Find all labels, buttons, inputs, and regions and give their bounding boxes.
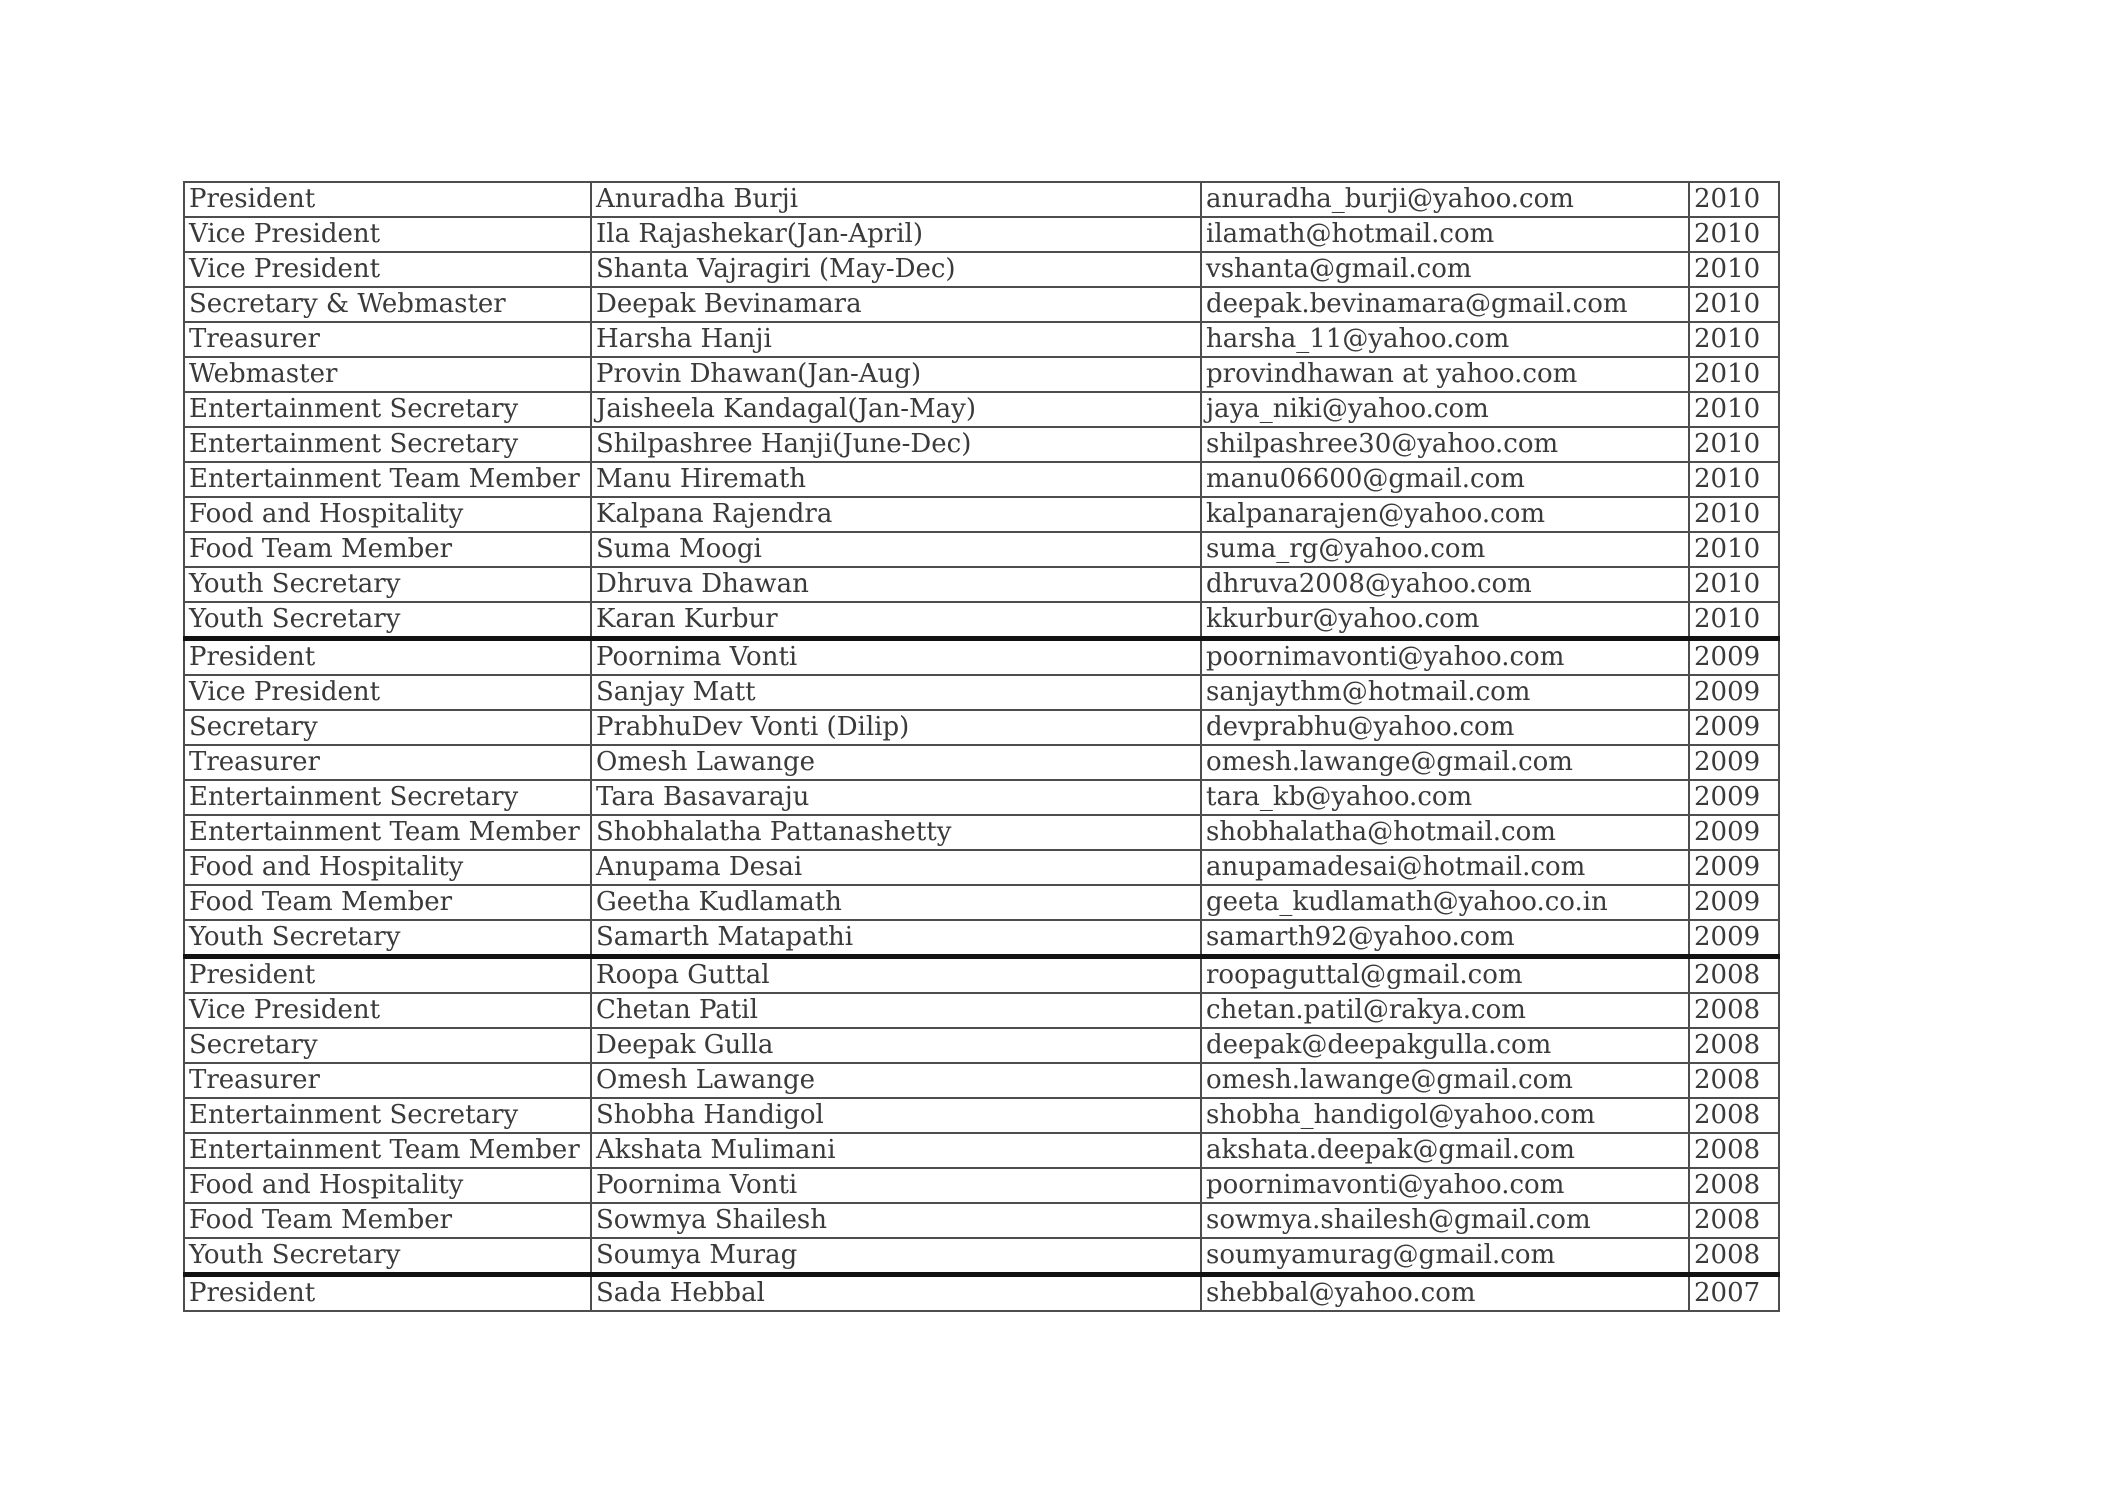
role-cell: President <box>184 1275 591 1312</box>
officers-table-container <box>183 181 1780 1312</box>
table-row <box>184 602 1779 639</box>
table-row <box>184 920 1779 957</box>
email-cell: jaya_niki@yahoo.com <box>1201 392 1689 427</box>
email-cell: akshata.deepak@gmail.com <box>1201 1133 1689 1168</box>
role-cell: Entertainment Secretary <box>184 392 591 427</box>
email-cell: anuradha_burji@yahoo.com <box>1201 182 1689 217</box>
year-cell: 2008 <box>1689 1028 1779 1063</box>
role-cell: Secretary & Webmaster <box>184 287 591 322</box>
name-cell: Shobhalatha Pattanashetty <box>591 815 1201 850</box>
role-cell: Vice President <box>184 217 591 252</box>
year-cell: 2010 <box>1689 602 1779 639</box>
role-cell: Entertainment Team Member <box>184 815 591 850</box>
email-cell: kkurbur@yahoo.com <box>1201 602 1689 639</box>
name-cell: Roopa Guttal <box>591 957 1201 994</box>
email-cell: vshanta@gmail.com <box>1201 252 1689 287</box>
name-cell: Harsha Hanji <box>591 322 1201 357</box>
year-cell: 2008 <box>1689 1098 1779 1133</box>
table-row <box>184 1098 1779 1133</box>
table-row <box>184 710 1779 745</box>
role-cell: Treasurer <box>184 322 591 357</box>
role-cell: Treasurer <box>184 745 591 780</box>
table-row <box>184 392 1779 427</box>
year-cell: 2010 <box>1689 287 1779 322</box>
email-cell: harsha_11@yahoo.com <box>1201 322 1689 357</box>
table-row <box>184 427 1779 462</box>
year-cell: 2009 <box>1689 639 1779 676</box>
name-cell: Dhruva Dhawan <box>591 567 1201 602</box>
table-row <box>184 357 1779 392</box>
year-cell: 2010 <box>1689 462 1779 497</box>
year-cell: 2009 <box>1689 780 1779 815</box>
name-cell: Sada Hebbal <box>591 1275 1201 1312</box>
table-row <box>184 745 1779 780</box>
email-cell: soumyamurag@gmail.com <box>1201 1238 1689 1275</box>
role-cell: Vice President <box>184 993 591 1028</box>
year-cell: 2009 <box>1689 920 1779 957</box>
year-cell: 2010 <box>1689 532 1779 567</box>
table-row <box>184 885 1779 920</box>
table-row <box>184 675 1779 710</box>
email-cell: devprabhu@yahoo.com <box>1201 710 1689 745</box>
email-cell: sowmya.shailesh@gmail.com <box>1201 1203 1689 1238</box>
role-cell: President <box>184 957 591 994</box>
role-cell: Youth Secretary <box>184 920 591 957</box>
email-cell: kalpanarajen@yahoo.com <box>1201 497 1689 532</box>
email-cell: roopaguttal@gmail.com <box>1201 957 1689 994</box>
year-cell: 2008 <box>1689 1238 1779 1275</box>
table-row <box>184 322 1779 357</box>
year-cell: 2009 <box>1689 710 1779 745</box>
name-cell: Provin Dhawan(Jan-Aug) <box>591 357 1201 392</box>
table-row <box>184 780 1779 815</box>
role-cell: Food and Hospitality <box>184 1168 591 1203</box>
email-cell: shilpashree30@yahoo.com <box>1201 427 1689 462</box>
year-cell: 2008 <box>1689 1063 1779 1098</box>
name-cell: Deepak Bevinamara <box>591 287 1201 322</box>
year-cell: 2008 <box>1689 1203 1779 1238</box>
name-cell: Omesh Lawange <box>591 1063 1201 1098</box>
role-cell: Entertainment Secretary <box>184 780 591 815</box>
table-row <box>184 217 1779 252</box>
role-cell: Entertainment Team Member <box>184 462 591 497</box>
name-cell: Manu Hiremath <box>591 462 1201 497</box>
table-row <box>184 639 1779 676</box>
table-row <box>184 532 1779 567</box>
year-cell: 2010 <box>1689 357 1779 392</box>
name-cell: Shanta Vajragiri (May-Dec) <box>591 252 1201 287</box>
role-cell: Entertainment Secretary <box>184 427 591 462</box>
table-row <box>184 1133 1779 1168</box>
name-cell: Shilpashree Hanji(June-Dec) <box>591 427 1201 462</box>
year-cell: 2010 <box>1689 252 1779 287</box>
email-cell: deepak.bevinamara@gmail.com <box>1201 287 1689 322</box>
email-cell: shebbal@yahoo.com <box>1201 1275 1689 1312</box>
year-cell: 2009 <box>1689 885 1779 920</box>
name-cell: Karan Kurbur <box>591 602 1201 639</box>
year-cell: 2009 <box>1689 675 1779 710</box>
table-row <box>184 567 1779 602</box>
role-cell: Youth Secretary <box>184 1238 591 1275</box>
email-cell: geeta_kudlamath@yahoo.co.in <box>1201 885 1689 920</box>
email-cell: provindhawan at yahoo.com <box>1201 357 1689 392</box>
email-cell: suma_rg@yahoo.com <box>1201 532 1689 567</box>
name-cell: Anupama Desai <box>591 850 1201 885</box>
name-cell: Shobha Handigol <box>591 1098 1201 1133</box>
role-cell: Food Team Member <box>184 1203 591 1238</box>
email-cell: shobhalatha@hotmail.com <box>1201 815 1689 850</box>
table-row <box>184 497 1779 532</box>
officers-table <box>183 181 1780 1312</box>
role-cell: President <box>184 639 591 676</box>
email-cell: sanjaythm@hotmail.com <box>1201 675 1689 710</box>
year-cell: 2010 <box>1689 392 1779 427</box>
year-cell: 2008 <box>1689 957 1779 994</box>
name-cell: Suma Moogi <box>591 532 1201 567</box>
role-cell: Entertainment Team Member <box>184 1133 591 1168</box>
year-cell: 2008 <box>1689 993 1779 1028</box>
year-cell: 2010 <box>1689 567 1779 602</box>
table-row <box>184 1028 1779 1063</box>
table-row <box>184 287 1779 322</box>
year-cell: 2009 <box>1689 850 1779 885</box>
table-row <box>184 1203 1779 1238</box>
table-row <box>184 850 1779 885</box>
year-cell: 2010 <box>1689 182 1779 217</box>
table-row <box>184 462 1779 497</box>
role-cell: Food Team Member <box>184 885 591 920</box>
name-cell: Sowmya Shailesh <box>591 1203 1201 1238</box>
role-cell: Youth Secretary <box>184 567 591 602</box>
table-row <box>184 993 1779 1028</box>
email-cell: deepak@deepakgulla.com <box>1201 1028 1689 1063</box>
role-cell: Entertainment Secretary <box>184 1098 591 1133</box>
name-cell: Poornima Vonti <box>591 639 1201 676</box>
email-cell: shobha_handigol@yahoo.com <box>1201 1098 1689 1133</box>
email-cell: ilamath@hotmail.com <box>1201 217 1689 252</box>
name-cell: Kalpana Rajendra <box>591 497 1201 532</box>
name-cell: Samarth Matapathi <box>591 920 1201 957</box>
year-cell: 2010 <box>1689 322 1779 357</box>
role-cell: Food and Hospitality <box>184 850 591 885</box>
name-cell: Geetha Kudlamath <box>591 885 1201 920</box>
year-cell: 2009 <box>1689 745 1779 780</box>
email-cell: chetan.patil@rakya.com <box>1201 993 1689 1028</box>
name-cell: Akshata Mulimani <box>591 1133 1201 1168</box>
role-cell: President <box>184 182 591 217</box>
role-cell: Secretary <box>184 710 591 745</box>
name-cell: Chetan Patil <box>591 993 1201 1028</box>
name-cell: Soumya Murag <box>591 1238 1201 1275</box>
email-cell: poornimavonti@yahoo.com <box>1201 1168 1689 1203</box>
year-cell: 2010 <box>1689 497 1779 532</box>
name-cell: Ila Rajashekar(Jan-April) <box>591 217 1201 252</box>
email-cell: anupamadesai@hotmail.com <box>1201 850 1689 885</box>
role-cell: Treasurer <box>184 1063 591 1098</box>
email-cell: manu06600@gmail.com <box>1201 462 1689 497</box>
table-row <box>184 1238 1779 1275</box>
email-cell: omesh.lawange@gmail.com <box>1201 1063 1689 1098</box>
name-cell: Omesh Lawange <box>591 745 1201 780</box>
table-row <box>184 815 1779 850</box>
role-cell: Food and Hospitality <box>184 497 591 532</box>
name-cell: Anuradha Burji <box>591 182 1201 217</box>
table-row <box>184 1168 1779 1203</box>
email-cell: tara_kb@yahoo.com <box>1201 780 1689 815</box>
role-cell: Webmaster <box>184 357 591 392</box>
name-cell: PrabhuDev Vonti (Dilip) <box>591 710 1201 745</box>
name-cell: Tara Basavaraju <box>591 780 1201 815</box>
table-row <box>184 957 1779 994</box>
name-cell: Poornima Vonti <box>591 1168 1201 1203</box>
role-cell: Secretary <box>184 1028 591 1063</box>
email-cell: omesh.lawange@gmail.com <box>1201 745 1689 780</box>
name-cell: Sanjay Matt <box>591 675 1201 710</box>
email-cell: samarth92@yahoo.com <box>1201 920 1689 957</box>
table-row <box>184 252 1779 287</box>
role-cell: Food Team Member <box>184 532 591 567</box>
email-cell: dhruva2008@yahoo.com <box>1201 567 1689 602</box>
year-cell: 2009 <box>1689 815 1779 850</box>
table-row <box>184 182 1779 217</box>
year-cell: 2008 <box>1689 1133 1779 1168</box>
year-cell: 2010 <box>1689 217 1779 252</box>
name-cell: Jaisheela Kandagal(Jan-May) <box>591 392 1201 427</box>
role-cell: Vice President <box>184 675 591 710</box>
role-cell: Vice President <box>184 252 591 287</box>
year-cell: 2008 <box>1689 1168 1779 1203</box>
table-row <box>184 1275 1779 1312</box>
year-cell: 2007 <box>1689 1275 1779 1312</box>
table-row <box>184 1063 1779 1098</box>
role-cell: Youth Secretary <box>184 602 591 639</box>
name-cell: Deepak Gulla <box>591 1028 1201 1063</box>
year-cell: 2010 <box>1689 427 1779 462</box>
email-cell: poornimavonti@yahoo.com <box>1201 639 1689 676</box>
